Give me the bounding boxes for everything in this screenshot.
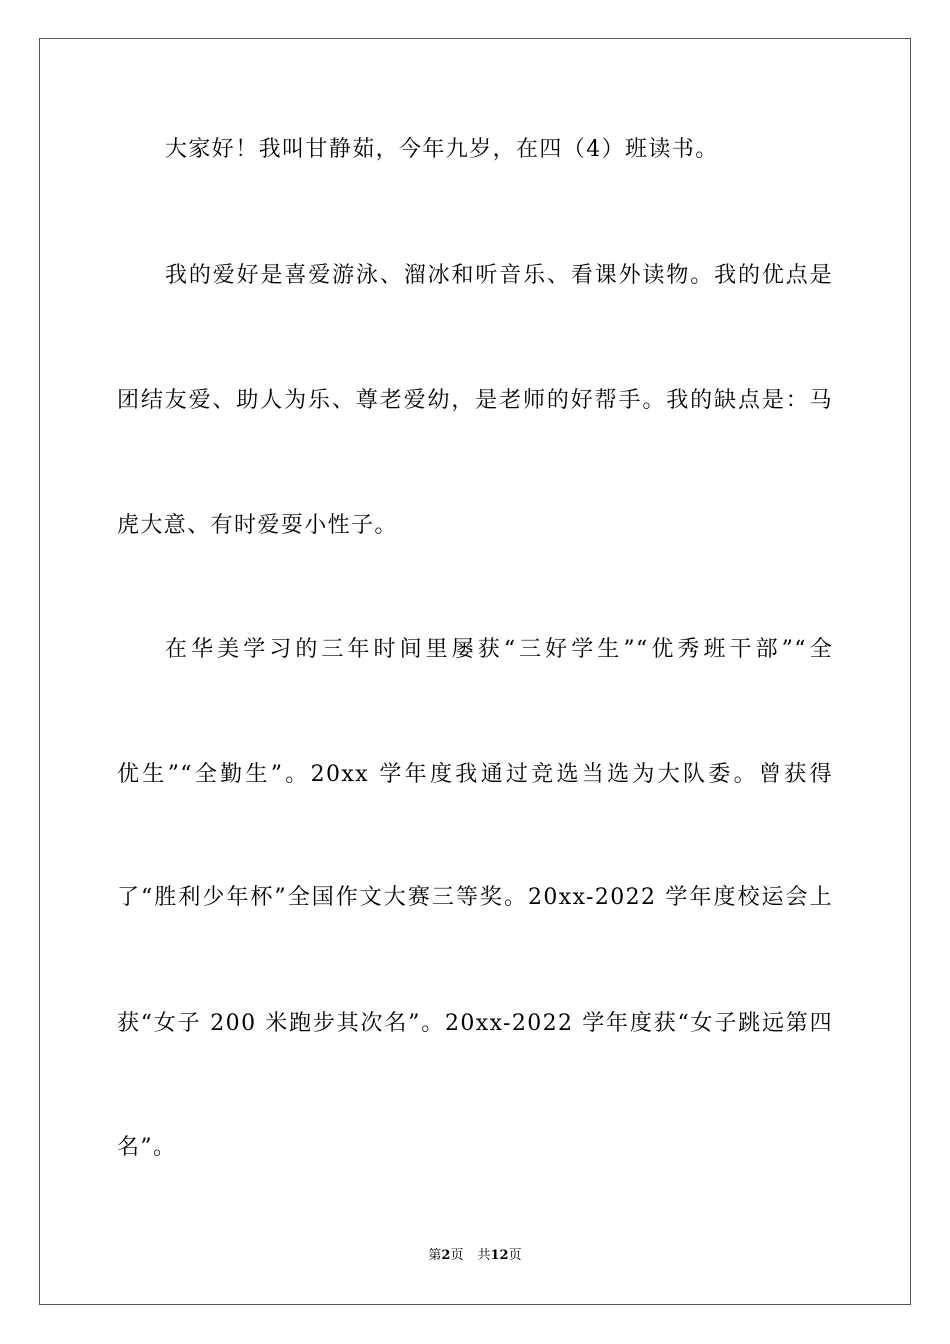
paragraph-3-line-2: 优生”“全勤生”。20xx 学年度我通过竞选当选为大队委。曾获得	[117, 762, 833, 787]
paragraph-2-line-1: 我的爱好是喜爱游泳、溜冰和听音乐、看课外读物。我的优点是	[165, 263, 833, 288]
footer-page-current: 2	[441, 1248, 451, 1263]
footer-total-prefix: 共	[477, 1248, 491, 1263]
paragraph-2-line-2: 团结友爱、助人为乐、尊老爱幼，是老师的好帮手。我的缺点是：马	[117, 388, 833, 413]
footer-page-total: 12	[490, 1248, 509, 1263]
paragraph-2-line-3: 虎大意、有时爱耍小性子。	[117, 513, 398, 538]
paragraph-1-line-1: 大家好！我叫甘静茹，今年九岁，在四（4）班读书。	[165, 137, 719, 162]
footer-page-prefix: 第	[428, 1248, 442, 1263]
page-footer	[0, 1248, 950, 1264]
footer-page-suffix: 页	[450, 1248, 464, 1263]
paragraph-3-line-1: 在华美学习的三年时间里屡获“三好学生”“优秀班干部”“全	[165, 637, 833, 662]
paragraph-3-line-3: 了“胜利少年杯”全国作文大赛三等奖。20xx-2022 学年度校运会上	[117, 885, 833, 910]
paragraph-3-line-5: 名”。	[117, 1135, 177, 1160]
page-border	[39, 38, 911, 1305]
paragraph-3-line-4: 获“女子 200 米跑步其次名”。20xx-2022 学年度获“女子跳远第四	[117, 1011, 833, 1036]
footer-total-suffix: 页	[508, 1248, 522, 1263]
